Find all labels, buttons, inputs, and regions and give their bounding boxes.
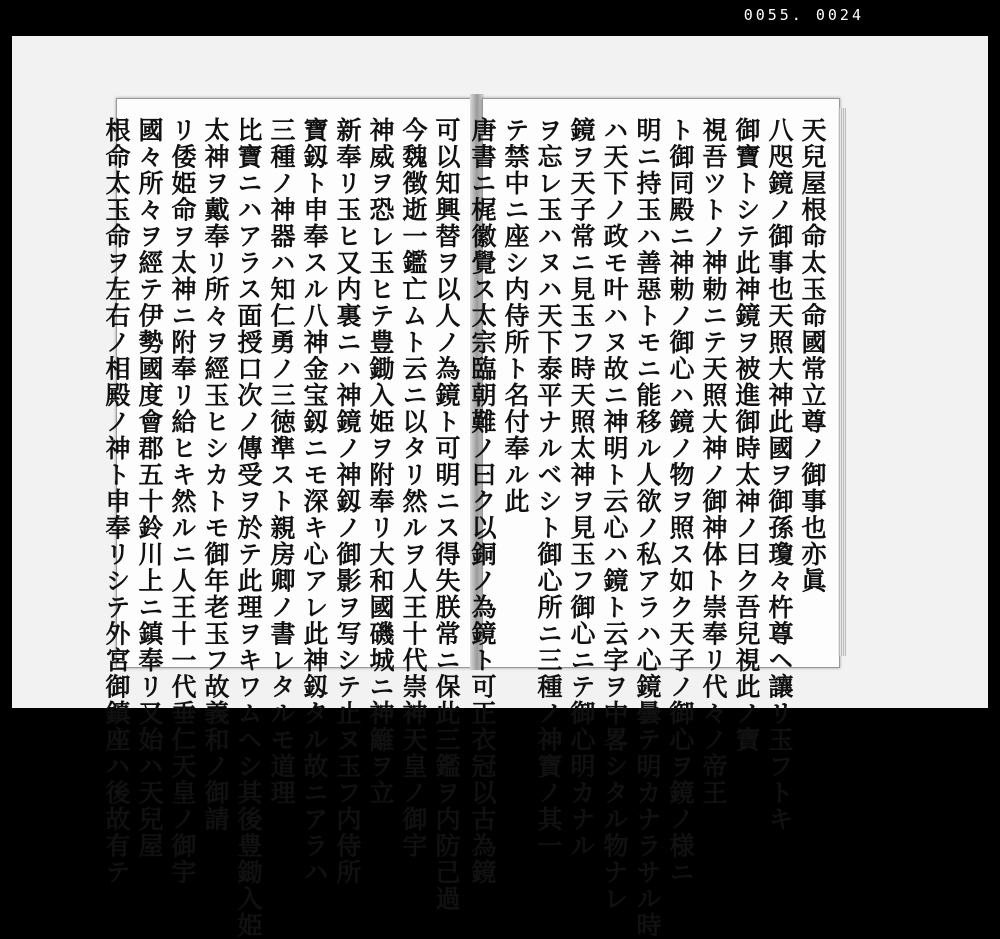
text-column: 八咫鏡ノ御事也天照大神此國ヲ御孫瓊々杵尊ヘ讓リ玉フトキ [765,117,794,833]
text-column: ト御同殿ニ神勅ノ御心ハ鏡ノ物ヲ照ス如ク天子ノ御心ヲ鏡ノ様ニ [666,117,695,886]
text-column: ヲ忘レ玉ハヌハ天下泰平ナルベシト御心所ニ三種ノ神寶ノ其一 [534,117,563,859]
text-column: 國々所々ヲ經テ伊勢國度會郡五十鈴川上ニ鎮奉リ又始ハ天兒屋 [135,117,164,859]
page-stack-edge [838,108,846,656]
microfilm-frame-number: 0055. 0024 [743,6,864,24]
right-page-text [468,117,829,939]
text-column: テ禁中ニ座シ内侍所ト名付奉ル此 [501,117,530,515]
text-column: 比寶ニハアラス面授口次ノ傳受ヲ於テ此理ヲキワムヘシ其後豊鋤入姫 [234,117,263,939]
text-column: リ倭姫命ヲ太神ニ附奉リ給ヒキ然ルニ人王十一代垂仁天皇ノ御宇 [168,117,197,886]
text-column: 今魏徴逝一鑑亡ムト云ニ以タリ然ルヲ人王十代崇神天皇ノ御宇 [399,117,428,859]
left-page-text [102,117,463,939]
text-column: 唐書ニ梶徽覺ス太宗臨朝難ノ曰ク以銅ノ為鏡ト可正衣冠以古為鏡 [468,117,497,886]
left-page [102,98,474,939]
right-page [468,98,840,939]
text-column: 天兒屋根命太玉命國常立尊ノ御事也亦眞 [798,117,827,594]
text-column: 根命太玉命ヲ左右ノ相殿ノ神ト申奉リシテ外宮御鎮座ハ後故有テ [102,117,131,886]
text-column: 神威ヲ恐レ玉ヒテ豊鋤入姫ヲ附奉リ大和國磯城ニ神籬ヲ立 [366,117,395,806]
text-column: 明ニ持玉ハ善惡トモニ能移ル人欲ノ私アラハ心鏡曇テ明カナラサル時 [633,117,662,939]
text-column: 寶釼ト申奉スル八神金宝釼ニモ深キ心アレ此神釼タル故ニアラハ [300,117,329,886]
text-column: 新奉リ玉ヒ又内裏ニハ神鏡ノ神釼ノ御影ヲ写シテ止ヌ玉フ内侍所 [333,117,362,886]
text-column: 可以知興替ヲ以人ノ為鏡ト可明ニス得失朕常ニ保此三鑑ヲ内防己過 [432,117,461,912]
text-column: 太神ヲ戴奉リ所々ヲ經玉ヒシカトモ御年老玉フ故義和ノ御請 [201,117,230,833]
scanned-book-spread [12,36,988,939]
text-column: ハ天下ノ政モ叶ハヌ故ニ神明ト云心ハ鏡ト云字ヲ中畧シタル物ナレ [600,117,629,912]
text-column: 視吾ツトノ神勅ニテ天照大神ノ御神体ト崇奉リ代々ノ帝王 [699,117,728,806]
text-column: 三種ノ神器ハ知仁勇ノ三徳準スト親房卿ノ書レタルモ道理 [267,117,296,806]
text-column: 鏡ヲ天子常ニ見玉フ時天照太神ヲ見玉フ御心ニテ御心明カナル [567,117,596,859]
text-column: 御寶トシテ此神鏡ヲ被進御時太神ノ曰ク吾兒視此ノ寶 [732,117,761,753]
